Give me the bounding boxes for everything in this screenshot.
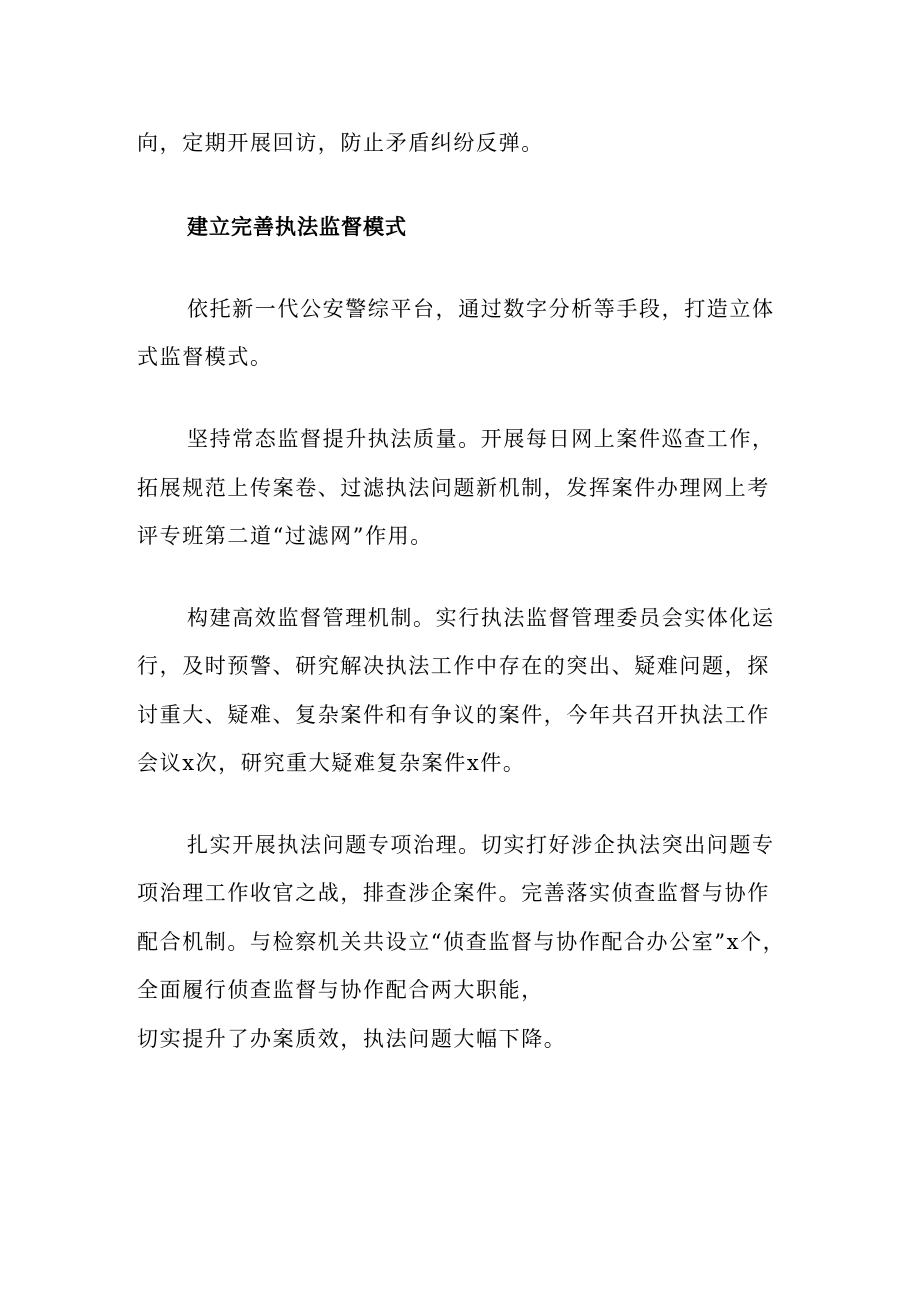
paragraph-line: 讨重大、疑难、复杂案件和有争议的案件，今年共召开执法工作 (137, 703, 770, 727)
paragraph-line: 评专班第二道“过滤网”作用。 (137, 524, 433, 548)
paragraph-line: 扎实开展执法问题专项治理。切实打好涉企执法突出问题专 (187, 833, 775, 857)
paragraph-line: 向，定期开展回访，防止矛盾纠纷反弹。 (137, 131, 544, 155)
paragraph-line: 坚持常态监督提升执法质量。开展每日网上案件巡查工作， (187, 427, 775, 451)
paragraph-line: 构建高效监督管理机制。实行执法监督管理委员会实体化运 (187, 606, 775, 630)
paragraph-line: 拓展规范上传案卷、过滤执法问题新机制，发挥案件办理网上考 (137, 476, 770, 500)
paragraph-line: 项治理工作收官之战，排查涉企案件。完善落实侦查监督与协作 (137, 881, 770, 905)
section-heading: 建立完善执法监督模式 (187, 215, 407, 239)
paragraph-line: 全面履行侦查监督与协作配合两大职能， (137, 978, 544, 1002)
paragraph-line: 切实提升了办案质效，执法问题大幅下降。 (137, 1027, 567, 1051)
paragraph-line: 式监督模式。 (137, 345, 273, 369)
paragraph-line: 行，及时预警、研究解决执法工作中存在的突出、疑难问题，探 (137, 654, 770, 678)
paragraph-line: 会议x次，研究重大疑难复杂案件x件。 (137, 751, 526, 775)
paragraph-line: 配合机制。与检察机关共设立“侦查监督与协作配合办公室”x个， (137, 930, 786, 954)
paragraph-line: 依托新一代公安警综平台，通过数字分析等手段，打造立体 (187, 297, 775, 321)
